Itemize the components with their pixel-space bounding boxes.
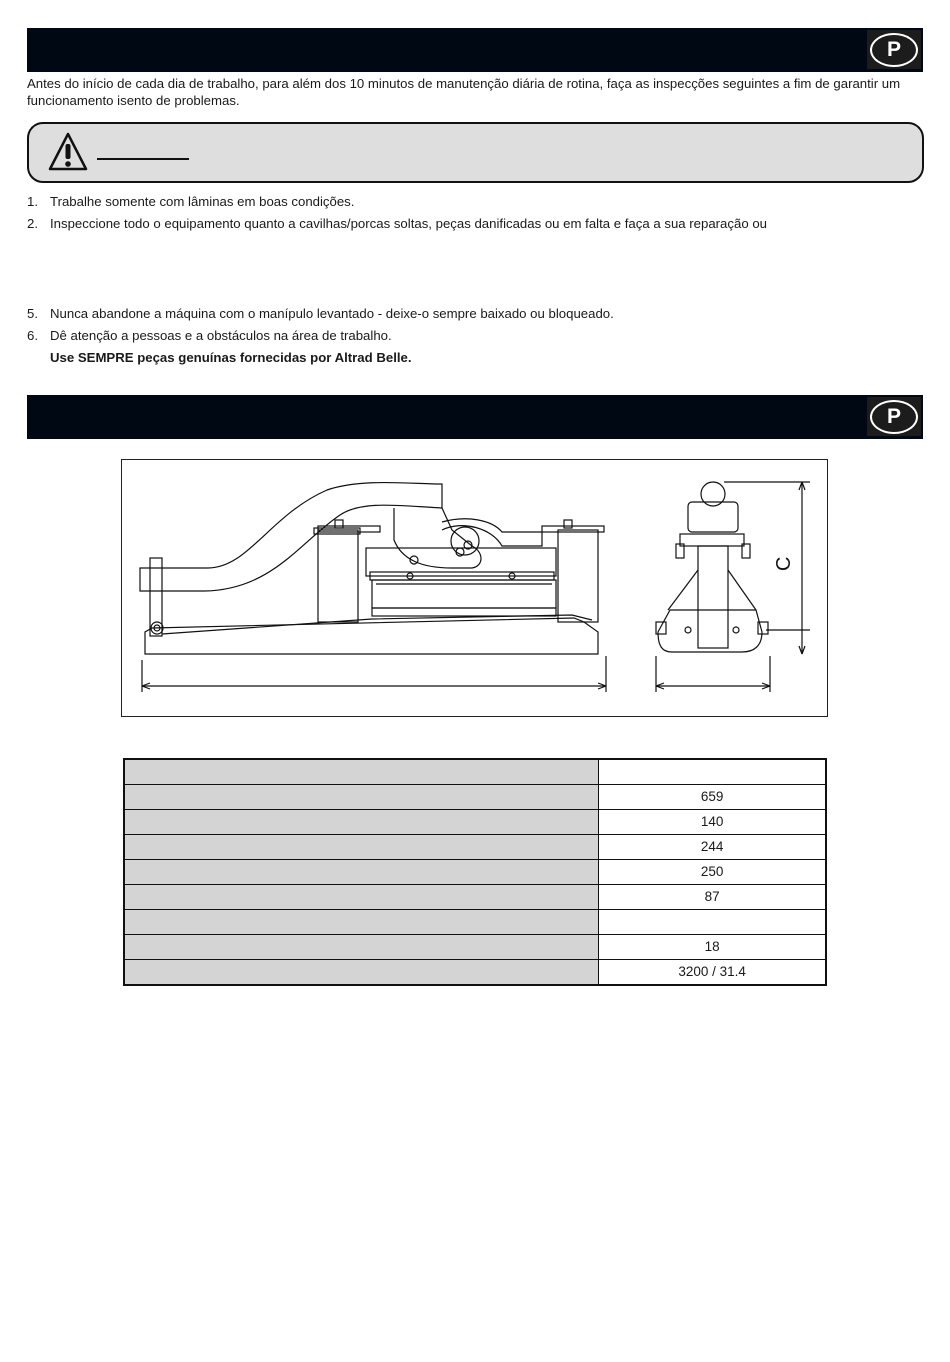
spec-value: 659 [599, 785, 826, 810]
list-item-number: 2. [27, 216, 38, 231]
spec-value: 3200 / 31.4 [599, 960, 826, 986]
spec-value [599, 910, 826, 935]
warning-title-underline [97, 158, 189, 160]
spec-value: 244 [599, 835, 826, 860]
list-item-text: Dê atenção a pessoas e a obstáculos na área de trabalho. [50, 328, 392, 343]
table-row [124, 759, 826, 785]
language-badge [867, 397, 921, 436]
list-item-number: 5. [27, 306, 38, 321]
list-item-text: Nunca abandone a máquina com o manípulo levantado - deixe-o sempre baixado ou bloqueado. [50, 306, 614, 321]
table-row [124, 860, 826, 885]
left-column [318, 530, 358, 622]
table-row [124, 785, 826, 810]
section-header-bar [27, 395, 923, 439]
spec-label [124, 860, 599, 885]
spec-label [124, 935, 599, 960]
machine-base [145, 618, 598, 654]
language-badge [867, 30, 921, 69]
cam-plate [394, 508, 481, 568]
list-item-text: Trabalhe somente com lâminas em boas condições. [50, 194, 355, 209]
language-badge-label: P [870, 33, 918, 67]
spec-label [124, 785, 599, 810]
warning-box [27, 122, 924, 183]
spec-label [124, 960, 599, 986]
list-item-number: 1. [27, 194, 38, 209]
spec-label [124, 759, 599, 785]
table-row [124, 910, 826, 935]
list-item [27, 327, 392, 344]
spec-label [124, 885, 599, 910]
warning-triangle-icon [47, 131, 89, 173]
spec-label [124, 835, 599, 860]
spec-label [124, 810, 599, 835]
genuine-parts-note: Use SEMPRE peças genuínas fornecidas por Altrad Belle. [50, 350, 412, 365]
table-row [124, 935, 826, 960]
spec-value [599, 759, 826, 785]
machine-handle [140, 483, 442, 592]
spec-value: 87 [599, 885, 826, 910]
list-item-text: Inspeccione todo o equipamento quanto a cavilhas/porcas soltas, peças danificadas ou em falta e faça a sua reparação ou [50, 216, 767, 231]
list-item [27, 193, 354, 210]
list-item [27, 215, 767, 232]
lower-blade [372, 608, 556, 616]
section-header-bar [27, 28, 923, 72]
list-item-number: 6. [27, 328, 38, 343]
table-row [124, 960, 826, 986]
specifications-table [123, 758, 827, 986]
spec-value: 18 [599, 935, 826, 960]
dimension-label-c: C [773, 556, 795, 571]
table-row [124, 810, 826, 835]
intro-paragraph: Antes do início de cada dia de trabalho, para além dos 10 minutos de manutenção diária de rotina, faça as inspecções seguintes a fim de garantir um funcionamento isento de problemas. [27, 76, 901, 108]
list-item [27, 305, 614, 322]
spec-value: 140 [599, 810, 826, 835]
table-row [124, 885, 826, 910]
end-view-column [698, 546, 728, 648]
machine-dimension-drawing [121, 459, 828, 717]
machine-drawing-svg [122, 460, 827, 716]
end-view-base [658, 610, 762, 652]
spec-value: 250 [599, 860, 826, 885]
right-column [558, 530, 598, 622]
spec-label [124, 910, 599, 935]
language-badge-label: P [870, 400, 918, 434]
table-row [124, 835, 826, 860]
